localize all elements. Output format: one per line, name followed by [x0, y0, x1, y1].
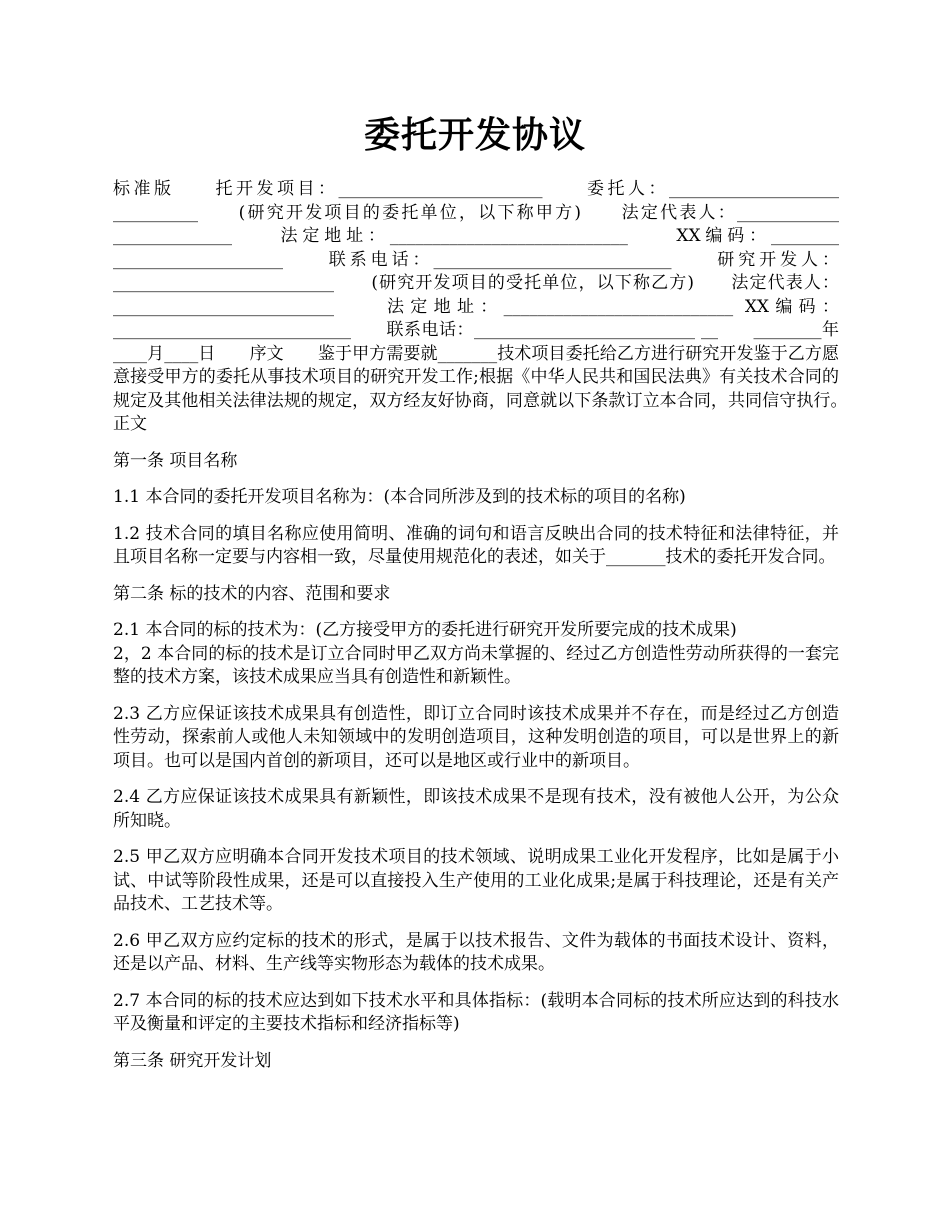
section-heading-3: 第三条 研究开发计划 [113, 1050, 272, 1071]
document-title: 委托开发协议 [363, 114, 586, 156]
section-heading-1: 第一条 项目名称 [113, 450, 238, 471]
clause-1-1: 1.1 本合同的委托开发项目名称为：(本合同所涉及到的技术标的项目的名称) [113, 487, 686, 507]
clause-2-7: 2.7 本合同的标的技术应达到如下技术水平和具体指标：(载明本合同标的技术所应达到的科技水平及衡量和评定的主要技术指标和经济指标等) [113, 990, 839, 1034]
intro-paragraph: 标准版 托开发项目：________________________ 委托人：____________________ __________ (研究开发项目的委托单位，以下称甲方) 法定代表人：____________ ______________ 法定地址：____________________________ XX编码：________ ____________________ 联系电话：____________________________ 研究开发人：__________________________ (研究开发项目的受托单位，以下称乙方) 法定代表人：__________________________ 法定地址：___________________________ XX编码：____________________________ 联系电话：__________________________ __ ________年____月____日 序文 鉴于甲方需要就_______技术项目委托给乙方进行研究开发鉴于乙方愿意接受甲方的委托从事技术项目的研究开发工作;根据《中华人民共和国民法典》有关技术合同的规定及其他相关法律法规的规定，双方经友好协商，同意就以下条款订立本合同，共同信守执行。 正文 [113, 179, 873, 434]
clause-2-5: 2.5 甲乙双方应明确本合同开发技术项目的技术领域、说明成果工业化开发程序，比如是属于小试、中试等阶段性成果，还是可以直接投入生产使用的工业化成果;是属于科技理论，还是有关产品技术、工艺技术等。 [113, 847, 839, 914]
clause-2-3: 2.3 乙方应保证该技术成果具有创造性，即订立合同时该技术成果并不存在，而是经过乙方创造性劳动，探索前人或他人未知领域中的发明创造项目，这种发明创造的项目，可以是世界上的新项目。也可以是国内首创的新项目，还可以是地区或行业中的新项目。 [113, 703, 839, 771]
clause-2-1: 2.1 本合同的标的技术为：(乙方接受甲方的委托进行研究开发所要完成的技术成果) [113, 620, 737, 640]
clause-2-6: 2.6 甲乙双方应约定标的技术的形式，是属于以技术报告、文件为载体的书面技术设计、资料，还是以产品、材料、生产线等实物形态为载体的技术成果。 [113, 930, 839, 974]
section-heading-2: 第二条 标的技术的内容、范围和要求 [113, 583, 391, 604]
clause-2-2: 2，2 本合同的标的技术是订立合同时甲乙双方尚未掌握的、经过乙方创造性劳动所获得的一套完整的技术方案，该技术成果应当具有创造性和新颖性。 [113, 643, 839, 687]
clause-2-4: 2.4 乙方应保证该技术成果具有新颖性，即该技术成果不是现有技术，没有被他人公开，为公众所知晓。 [113, 787, 839, 831]
document-body [113, 178, 873, 1073]
clause-1-2: 1.2 技术合同的填目名称应使用简明、准确的词句和语言反映出合同的技术特征和法律特征，并且项目名称一定要与内容相一致，尽量使用规范化的表述，如关于_______技术的委托开发合同。 [113, 523, 839, 567]
